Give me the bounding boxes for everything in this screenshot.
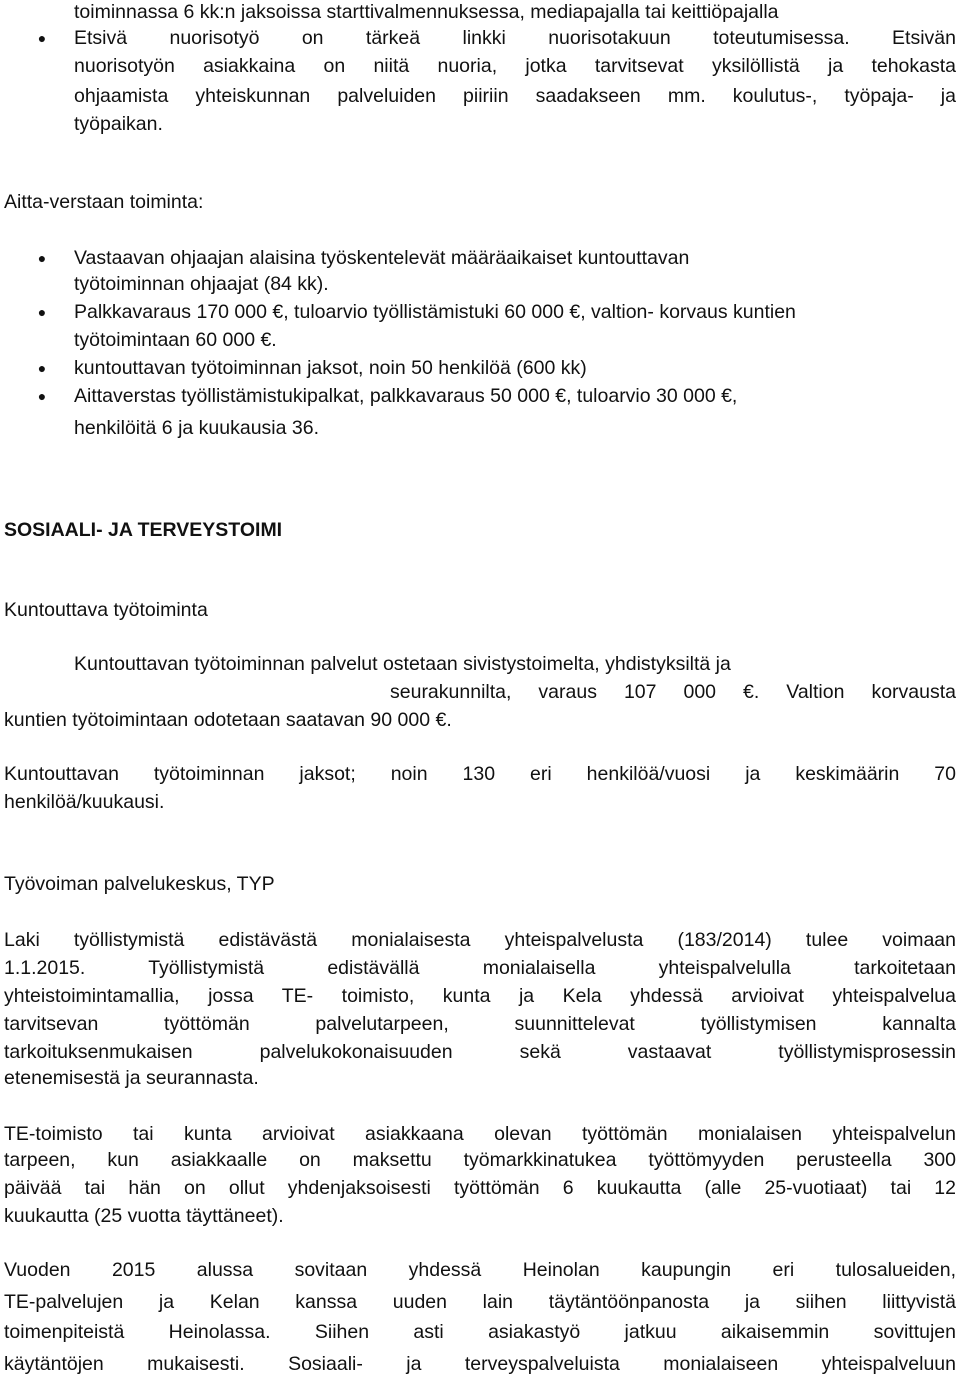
bullet-text-line: Etsivä nuorisotyö on tärkeä linkki nuorisotakuun toteutumisessa. Etsivän — [74, 27, 956, 49]
bullet-text-line: henkilöitä 6 ja kuukausia 36. — [74, 417, 319, 439]
subsection-heading: Työvoiman palvelukeskus, TYP — [4, 873, 275, 895]
paragraph-line: tarpeen, kun asiakkaalle on maksettu työmarkkinatukea työttömyyden perusteella 300 — [4, 1149, 956, 1171]
paragraph-line: Kuntouttavan työtoiminnan palvelut ostetaan sivistystoimelta, yhdistyksiltä ja — [74, 653, 731, 675]
bullet-text-line: työtoimintaan 60 000 €. — [74, 329, 277, 351]
paragraph-line: yhteistoimintamallia, jossa TE- toimisto, kunta ja Kela yhdessä arvioivat yhteispalvelua — [4, 985, 956, 1007]
paragraph-line: kuukautta (25 vuotta täyttäneet). — [4, 1205, 284, 1227]
paragraph-line: etenemisestä ja seurannasta. — [4, 1067, 259, 1089]
bullet-text-line: Palkkavaraus 170 000 €, tuloarvio työllistämistuki 60 000 €, valtion- korvaus kuntien — [74, 301, 796, 323]
paragraph-line: toimenpiteistä Heinolassa. Siihen asti asiakastyö jatkuu aikaisemmin sovittujen — [4, 1321, 956, 1343]
paragraph-line: TE-palvelujen ja Kelan kanssa uuden lain täytäntöönpanosta ja siihen liittyvistä — [4, 1291, 956, 1313]
paragraph-line: 1.1.2015. Työllistymistä edistävällä monialaisella yhteispalvelulla tarkoitetaan — [4, 957, 956, 979]
bullet-icon: ● — [37, 360, 47, 376]
paragraph-line: päivää tai hän on ollut yhdenjaksoisesti työttömän 6 kuukautta (alle 25-vuotiaat) tai 12 — [4, 1177, 956, 1199]
paragraph-line: seurakunnilta, varaus 107 000 €. Valtion korvausta — [390, 681, 956, 703]
paragraph-line: käytäntöjen mukaisesti. Sosiaali- ja terveyspalveluista monialaiseen yhteispalveluun — [4, 1353, 956, 1375]
paragraph-line: Laki työllistymistä edistävästä monialaisesta yhteispalvelusta (183/2014) tulee voimaan — [4, 929, 956, 951]
bullet-text-line: kuntouttavan työtoiminnan jaksot, noin 50 henkilöä (600 kk) — [74, 357, 587, 379]
paragraph-line: kuntien työtoimintaan odotetaan saatavan 90 000 €. — [4, 709, 452, 731]
subsection-heading: Kuntouttava työtoiminta — [4, 599, 208, 621]
body-text-line: toiminnassa 6 kk:n jaksoissa starttivalmennuksessa, mediapajalla tai keittiöpajalla — [74, 1, 779, 23]
paragraph-line: tarkoituksenmukaisen palvelukokonaisuuden sekä vastaavat työllistymisprosessin — [4, 1041, 956, 1063]
bullet-text-line: Aittaverstas työllistämistukipalkat, palkkavaraus 50 000 €, tuloarvio 30 000 €, — [74, 385, 738, 407]
section-heading: SOSIAALI- JA TERVEYSTOIMI — [4, 519, 283, 541]
paragraph-line: henkilöä/kuukausi. — [4, 791, 165, 813]
bullet-icon: ● — [37, 388, 47, 404]
paragraph-line: tarvitsevan työttömän palvelutarpeen, suunnittelevat työllistymisen kannalta — [4, 1013, 956, 1035]
paragraph-line: TE-toimisto tai kunta arvioivat asiakkaana olevan työttömän monialaisen yhteispalvelun — [4, 1123, 956, 1145]
bullet-text-line: ohjaamista yhteiskunnan palveluiden piiriin saadakseen mm. koulutus-, työpaja- ja — [74, 85, 956, 107]
bullet-text-line: nuorisotyön asiakkaina on niitä nuoria, jotka tarvitsevat yksilöllistä ja tehokasta — [74, 55, 956, 77]
paragraph-line: Kuntouttavan työtoiminnan jaksot; noin 130 eri henkilöä/vuosi ja keskimäärin 70 — [4, 763, 956, 785]
section-heading: Aitta-verstaan toiminta: — [4, 191, 204, 213]
bullet-icon: ● — [37, 250, 47, 266]
bullet-icon: ● — [37, 30, 47, 46]
bullet-icon: ● — [37, 304, 47, 320]
bullet-text-line: Vastaavan ohjaajan alaisina työskentelevät määräaikaiset kuntouttavan — [74, 247, 690, 269]
bullet-text-line: työpaikan. — [74, 113, 163, 135]
bullet-text-line: työtoiminnan ohjaajat (84 kk). — [74, 273, 329, 295]
paragraph-line: Vuoden 2015 alussa sovitaan yhdessä Heinolan kaupungin eri tulosalueiden, — [4, 1259, 956, 1281]
